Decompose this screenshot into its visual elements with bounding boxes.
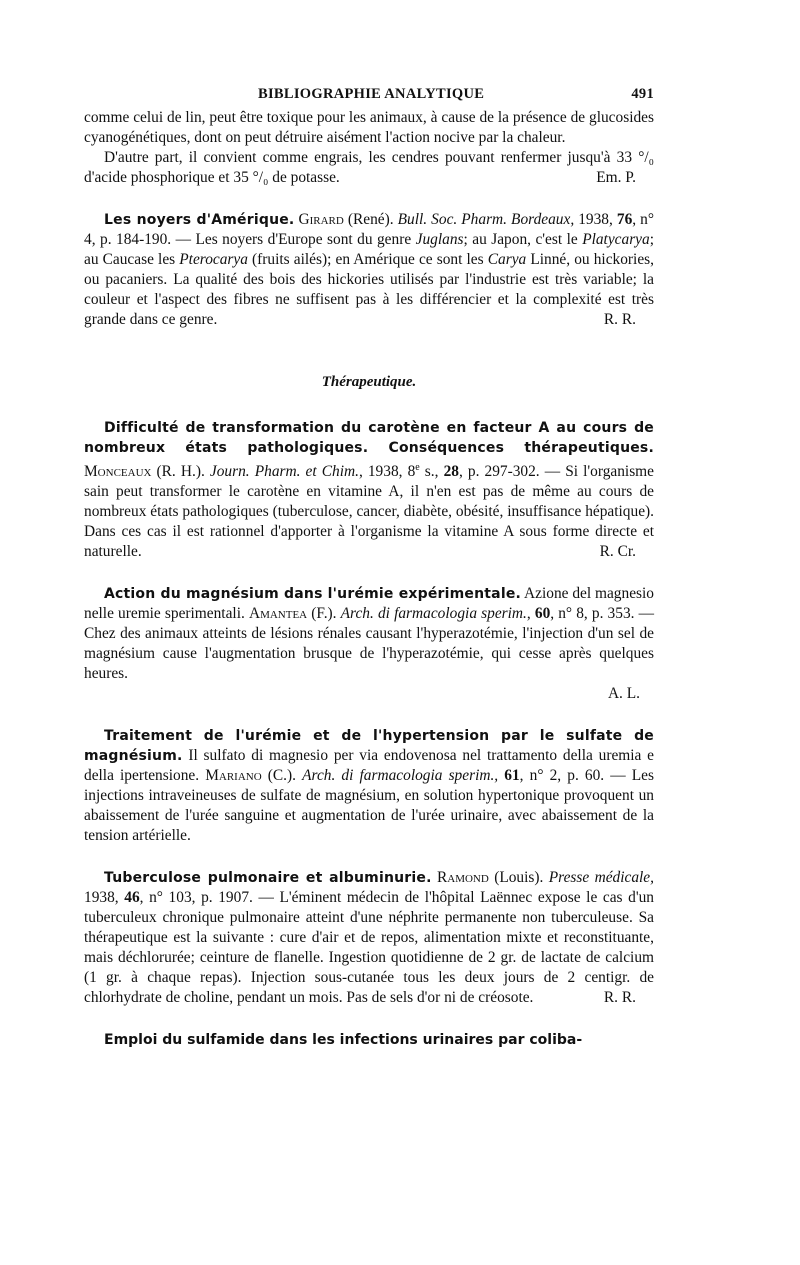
entry-3-author-initials: (R. H.). [151, 463, 210, 481]
entry-6-journal: Presse médicale, [548, 869, 654, 887]
entry-7-title: Emploi du sulfamide dans les infections urinaires par coliba- [104, 1032, 583, 1049]
entry-4-italian-title: Azione del magnesio nelle uremie sperimentali. [84, 585, 654, 623]
section-heading: Thérapeutique. [321, 374, 417, 390]
entry-4-signature-line [84, 684, 654, 704]
entry-5-title: Traitement de l'urémie et de l'hypertension par le sulfate de magnésium. [84, 728, 654, 765]
entry-3-series: s., [419, 463, 444, 481]
entry-6-author: Ramond [437, 869, 489, 887]
entry-1-signature: Em. P. [596, 169, 636, 186]
entry-5-italian-title: Il sulfato di magnesio per via endovenosa nel trattamento della uremia e della ipertensione. [84, 747, 654, 785]
entry-5-text: , n° 2, p. 60. — Les injections intraveineuses de sulfate de magnésium, en solution hypertonique provoquent un abaissement de l'urée sanguine et augmentation de l'urée urinaire, avec abaissement de la tension artérielle. [84, 767, 654, 845]
entry-2-text-d: Linné, ou hickories, ou pacaniers. La qualité des bois des hickories utilisés par l'industrie est très variable; la couleur et l'aspect des fibres ne suffisent pas à les différencier et la complexité est très grande dans ce genre. [84, 251, 654, 328]
entry-4-volume: 60 [534, 605, 551, 623]
entry-2-text-a: ; au Japon, c'est le [463, 231, 583, 248]
entry-2-volume: 76 [616, 211, 633, 228]
entry-4-title: Action du magnésium dans l'urémie expérimentale. [104, 586, 522, 603]
entry-2-genus-pterocarya: Pterocarya [179, 251, 248, 268]
entry-2-genus-carya: Carya [487, 251, 527, 268]
entry-5-volume: 61 [504, 767, 520, 785]
entry-5-author-initials: (C.). [261, 767, 303, 785]
entry-2-text-c: (fruits ailés); en Amérique ce sont les [247, 251, 488, 268]
entry-3-author: Monceaux [84, 463, 152, 481]
entry-3-title: Difficulté de transformation du carotène en facteur A au cours de nombreux états pathologiques. Conséquences thérapeutiques. [84, 420, 654, 456]
entry-6-year: 1938, [84, 889, 125, 907]
entry-3 [84, 418, 654, 562]
entry-3-journal: Journ. Pharm. et Chim. [209, 463, 359, 481]
entry-3-year: , 1938, 8 [358, 463, 416, 481]
entry-4-sep: , [526, 605, 535, 623]
entry-3-text: , p. 297-302. — Si l'organisme sain peut transformer le carotène en vitamine A, il n'en est pas de même au cours de nombreux états pathologiques (tuberculose, cancer, diabète, obésité, insuffisance hépatique). Dans ces cas il est rationnel d'apporter à l'organisme la vitamine A sous forme directe et naturelle. [84, 463, 654, 561]
page-number: 491 [631, 86, 654, 102]
entry-1-paragraph-2-text: D'autre part, il convient comme engrais, les cendres pouvant renfermer jusqu'à 33 °/₀ d'acide phosphorique et 35 °/₀ de potasse. [84, 149, 654, 186]
running-header [84, 86, 654, 108]
entry-4-signature: A. L. [607, 685, 640, 703]
entry-2-author: Girard [298, 211, 344, 228]
entry-6-author-initials: (Louis). [488, 869, 549, 887]
entry-2-text-b: ; au Caucase les [84, 231, 654, 268]
entry-6-signature: R. R. [603, 989, 636, 1007]
entry-2-pages: , n° 4, p. 184-190. — Les noyers d'Europe sont du genre [84, 211, 654, 248]
entry-5 [84, 726, 654, 846]
entry-3-signature: R. Cr. [599, 543, 636, 561]
entry-6-volume: 46 [124, 889, 140, 907]
entry-5-journal: Arch. di farmacologia sperim., [302, 767, 499, 785]
entry-1-paragraph-1: comme celui de lin, peut être toxique pour les animaux, à cause de la présence de glucosides cyanogénétiques, dont on peut détruire aisément l'action nocive par la chaleur. [84, 109, 654, 146]
entry-4-journal: Arch. di farmacologia sperim. [340, 605, 527, 623]
entry-4-text: , n° 8, p. 353. — Chez des animaux atteints de lésions rénales causant l'hyperazotémie, l'injection d'un sel de magnésium cause l'augmentation brusque de l'hyperazotémie, qui cesse après quelques heures. [84, 605, 655, 683]
entry-4-author-initials: (F.). [307, 605, 341, 623]
entry-4 [84, 584, 654, 684]
entry-4-author: Amantea [248, 605, 308, 623]
running-title: BIBLIOGRAPHIE ANALYTIQUE [258, 86, 485, 102]
entry-5-author: Mariano [205, 767, 262, 785]
entry-2-author-initials: (René). [343, 211, 398, 228]
entry-3-series-sup: e [415, 462, 420, 473]
entry-2 [84, 210, 654, 330]
entry-2-year: 1938, [574, 211, 617, 228]
entry-6-text: , n° 103, p. 1907. — L'éminent médecin de l'hôpital Laënnec expose le cas d'un tuberculeux chronique pulmonaire atteint d'une néphrite permanente non tuberculeuse. Sa thérapeutique est la suivante : cure d'air et de repos, alimentation mixte et reconstituante, mais déchlorurée; ceinture de flanelle. Ingestion quotidienne de 2 gr. de lactate de calcium (1 gr. à chaque repas). Injection sous-cutanée tous les deux jours de 2 centigr. de chlorhydrate de choline, pendant un mois. Pas de sels d'or ni de créosote. [84, 889, 654, 1007]
entry-6-title: Tuberculose pulmonaire et albuminurie. [104, 870, 432, 887]
page [84, 86, 654, 1050]
entry-3-volume: 28 [443, 463, 459, 481]
entry-1-paragraph-2 [84, 148, 654, 188]
entry-2-journal: Bull. Soc. Pharm. Bordeaux, [397, 211, 575, 228]
entry-7 [84, 1030, 654, 1050]
entry-6 [84, 868, 654, 1008]
entry-2-signature: R. R. [603, 311, 636, 328]
entry-2-genus-juglans: Juglans [415, 231, 464, 248]
entry-2-genus-platycarya: Platycarya [582, 231, 650, 248]
entry-2-title: Les noyers d'Amérique. [104, 212, 295, 228]
